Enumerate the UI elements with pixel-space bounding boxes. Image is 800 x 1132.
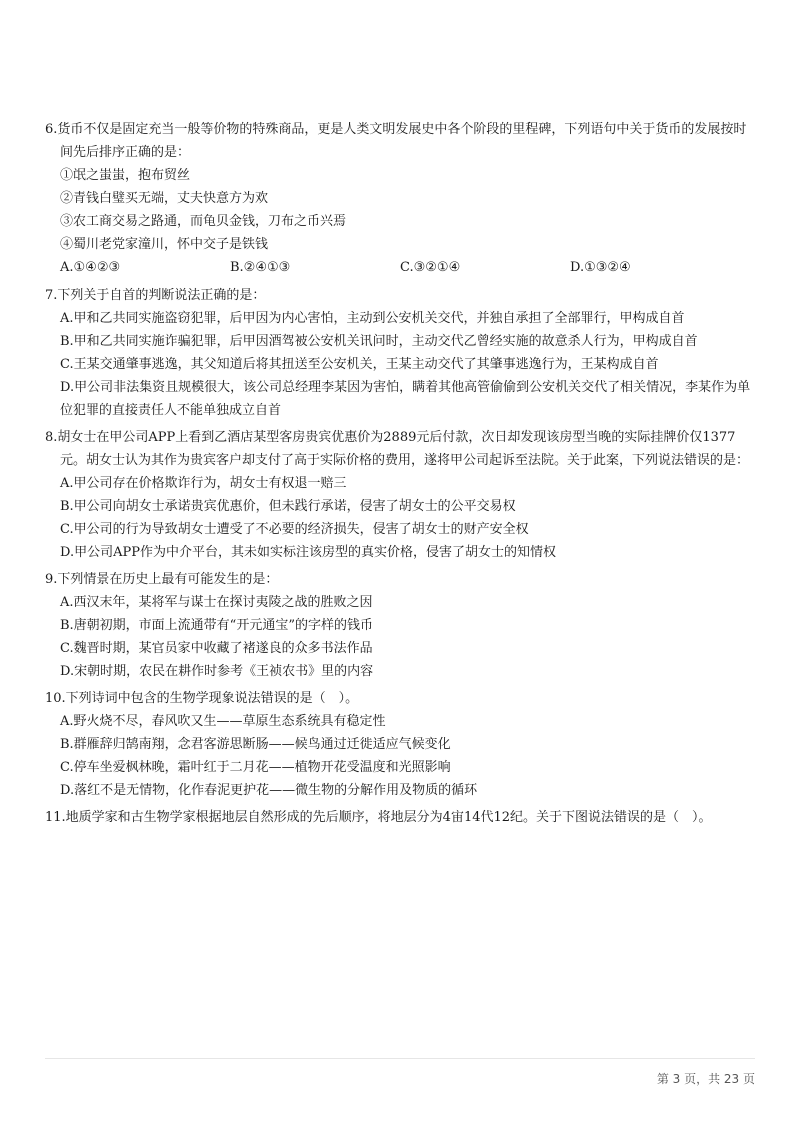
question-stem: 10.下列诗词中包含的生物学现象说法错误的是（ ）。 bbox=[45, 691, 359, 706]
question-stem: 9.下列情景在历史上最有可能发生的是： bbox=[45, 572, 279, 587]
option-a: A.甲公司存在价格欺诈行为，胡女士有权退一赔三 bbox=[60, 476, 347, 491]
option-a: A.野火烧不尽，春风吹又生——草原生态系统具有稳定性 bbox=[60, 714, 386, 729]
choice-d: D.①③②④ bbox=[570, 260, 631, 275]
option-b: B.群雁辞归鹄南翔，念君客游思断肠——候鸟通过迁徙适应气候变化 bbox=[60, 737, 451, 752]
list-item: ③农工商交易之路通，而龟贝金钱，刀布之币兴焉 bbox=[60, 214, 347, 229]
choice-b: B.②④①③ bbox=[230, 260, 291, 275]
question-9 bbox=[45, 568, 755, 683]
question-items bbox=[45, 164, 755, 256]
option-b: B.甲公司向胡女士承诺贵宾优惠价，但未践行承诺，侵害了胡女士的公平交易权 bbox=[60, 499, 516, 514]
option-d: D.甲公司非法集资且规模很大，该公司总经理李某因为害怕，瞒着其他高管偷偷到公安机关交代了相关情况，李某作为单位犯罪的直接责任人不能单独成立自首 bbox=[60, 380, 751, 418]
question-options bbox=[45, 472, 755, 564]
question-10 bbox=[45, 687, 755, 802]
list-item: ①氓之蚩蚩，抱布贸丝 bbox=[60, 168, 191, 183]
question-stem: 8.胡女士在甲公司APP上看到乙酒店某型客房贵宾优惠价为2889元后付款，次日却发现该房型当晚的实际挂牌价仅1377元。胡女士认为其作为贵宾客户却支付了高于实际价格的费用，遂将甲公司起诉至法院。关于此案，下列说法错误的是： bbox=[45, 430, 750, 468]
option-c: C.王某交通肇事逃逸，其父知道后将其扭送至公安机关，王某主动交代了其肇事逃逸行为，王某构成自首 bbox=[60, 357, 659, 372]
footer-divider bbox=[45, 1058, 755, 1059]
list-item: ②青钱白璧买无端，丈夫快意方为欢 bbox=[60, 191, 269, 206]
choice-row bbox=[45, 256, 755, 280]
option-c: C.停车坐爱枫林晚，霜叶红于二月花——植物开花受温度和光照影响 bbox=[60, 760, 451, 775]
question-list bbox=[45, 118, 755, 833]
choice-a: A.①④②③ bbox=[60, 260, 121, 275]
question-stem: 6.货币不仅是固定充当一般等价物的特殊商品，更是人类文明发展史中各个阶段的里程碑，下列语句中关于货币的发展按时间先后排序正确的是： bbox=[45, 122, 747, 160]
page-number: 第 3 页，共 23 页 bbox=[656, 1072, 755, 1086]
question-8 bbox=[45, 426, 755, 564]
question-6 bbox=[45, 118, 755, 280]
question-stem: 7.下列关于自首的判断说法正确的是： bbox=[45, 288, 266, 303]
question-11 bbox=[45, 806, 755, 829]
option-d: D.甲公司APP作为中介平台，其未如实标注该房型的真实价格，侵害了胡女士的知情权 bbox=[60, 545, 556, 560]
question-stem: 11.地质学家和古生物学家根据地层自然形成的先后顺序，将地层分为4宙14代12纪。关于下图说法错误的是（ ）。 bbox=[45, 810, 712, 825]
option-d: D.落红不是无情物，化作春泥更护花——微生物的分解作用及物质的循环 bbox=[60, 783, 478, 798]
list-item: ④蜀川老党家潼川，怀中交子是铁钱 bbox=[60, 237, 269, 252]
choice-c: C.③②①④ bbox=[400, 260, 461, 275]
question-options bbox=[45, 591, 755, 683]
option-d: D.宋朝时期，农民在耕作时参考《王祯农书》里的内容 bbox=[60, 664, 374, 679]
question-7 bbox=[45, 284, 755, 422]
option-a: A.西汉末年，某将军与谋士在探讨夷陵之战的胜败之因 bbox=[60, 595, 373, 610]
option-b: B.唐朝初期，市面上流通带有“开元通宝”的字样的钱币 bbox=[60, 618, 373, 633]
option-a: A.甲和乙共同实施盗窃犯罪，后甲因为内心害怕，主动到公安机关交代，并独自承担了全部罪行，甲构成自首 bbox=[60, 311, 685, 326]
option-c: C.甲公司的行为导致胡女士遭受了不必要的经济损失，侵害了胡女士的财产安全权 bbox=[60, 522, 529, 537]
option-c: C.魏晋时期，某官员家中收藏了褚遂良的众多书法作品 bbox=[60, 641, 373, 656]
question-options bbox=[45, 710, 755, 802]
question-options bbox=[45, 307, 755, 422]
option-b: B.甲和乙共同实施诈骗犯罪，后甲因酒驾被公安机关讯问时，主动交代乙曾经实施的故意杀人行为，甲构成自首 bbox=[60, 334, 698, 349]
